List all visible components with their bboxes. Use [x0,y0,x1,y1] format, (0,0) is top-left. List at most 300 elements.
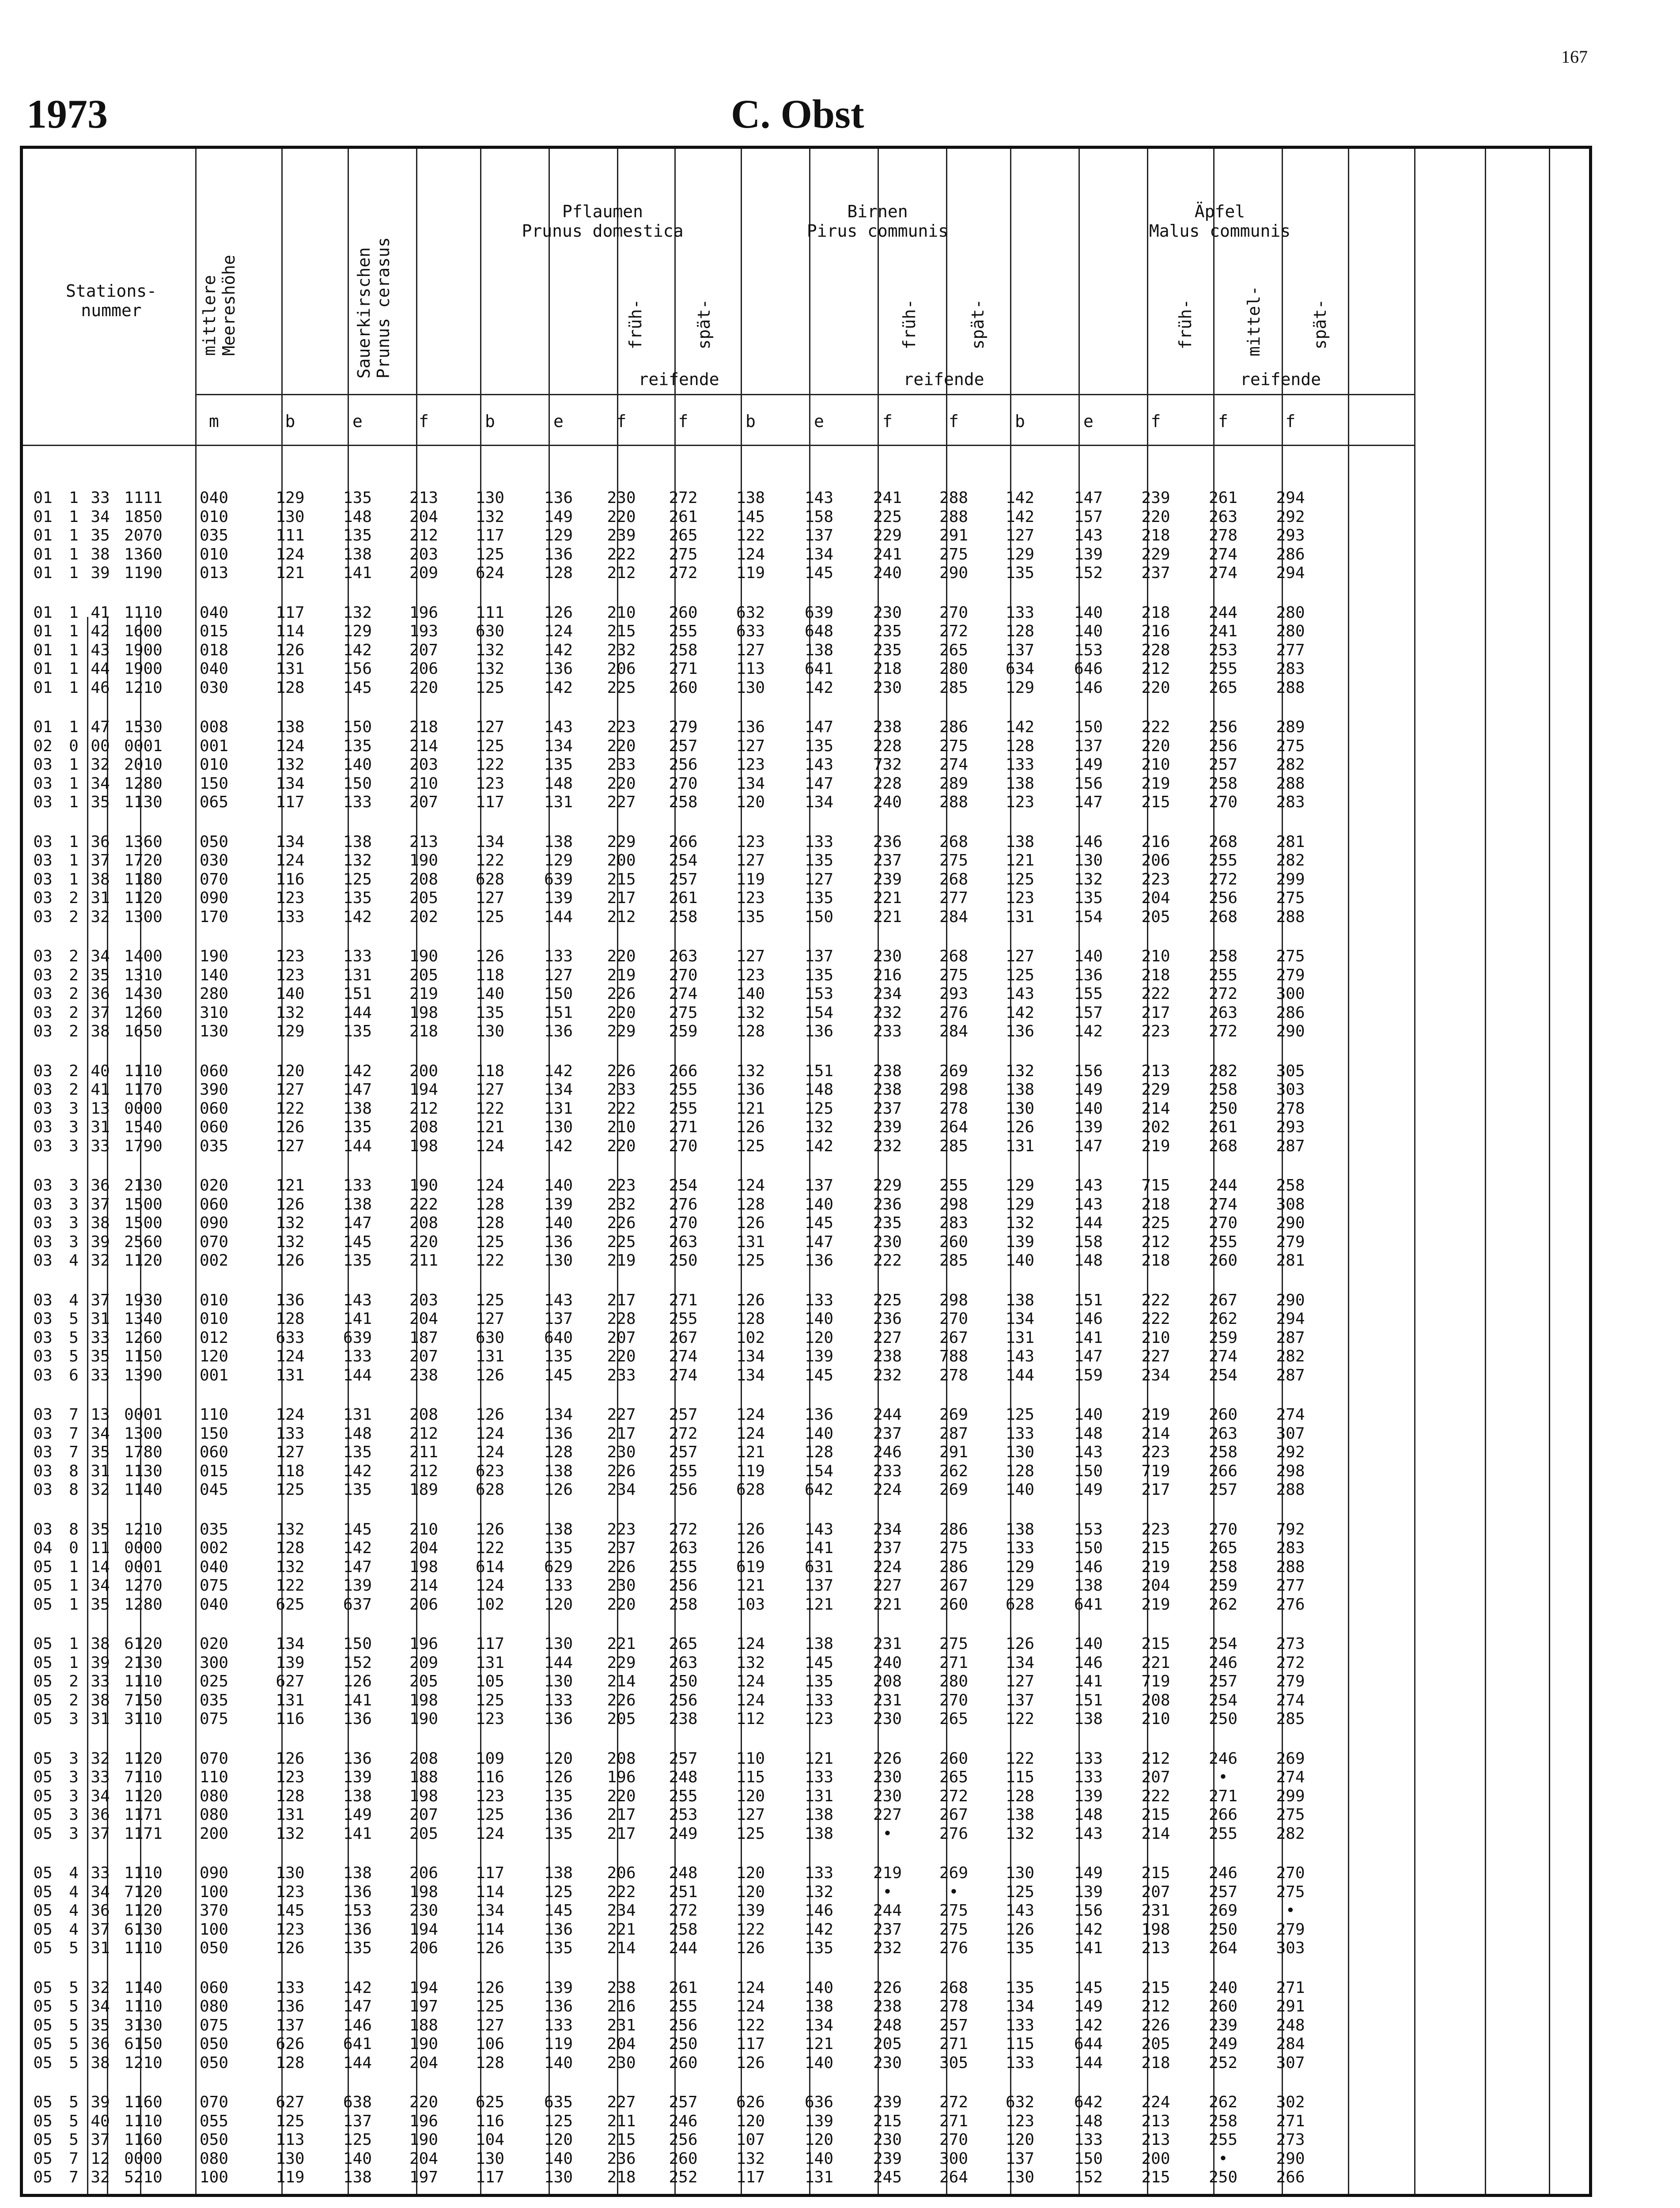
table-cell: 614 [475,1558,505,1576]
table-cell: 123 [475,774,505,793]
table-cell: 05 [33,1653,53,1672]
table-cell: 142 [804,678,834,697]
table-cell: 126 [736,1291,765,1309]
table-cell: 630 [475,1328,505,1347]
unit-label: b [1015,412,1025,431]
table-cell: 0 [69,737,79,755]
table-cell: 1171 [124,1806,163,1824]
table-cell: 215 [1141,1978,1170,1997]
table-cell: 32 [91,756,110,774]
table-cell: 05 [33,1920,53,1939]
table-cell: 1600 [124,622,163,640]
table-cell: 05 [33,1672,53,1690]
table-cell: 290 [1276,1291,1305,1309]
table-cell: 138 [804,641,834,659]
table-cell: 143 [804,489,834,507]
table-cell: 133 [276,907,305,926]
table-cell: 286 [1276,1003,1305,1022]
table-cell: 117 [276,793,305,811]
table-cell: 2 [69,985,79,1003]
table-cell: 3 [69,1137,79,1155]
table-cell: 138 [276,718,305,736]
table-cell: 03 [33,756,53,774]
table-cell: 13 [91,1099,110,1118]
table-cell: 238 [873,1347,902,1365]
table-cell: 128 [276,1310,305,1328]
table-cell: 146 [343,2016,372,2034]
table-cell: 263 [669,1653,698,1672]
table-cell: 38 [91,1635,110,1653]
table-cell: 132 [1005,1214,1035,1232]
table-cell: 103 [736,1595,765,1614]
table-cell: 228 [873,737,902,755]
table-cell: 03 [33,1062,53,1080]
table-cell: 0 [69,1539,79,1557]
table-cell: 115 [736,1768,765,1786]
table-row [23,1100,1324,1119]
table-cell: 123 [736,832,765,851]
table-cell: 135 [343,1939,372,1957]
table-cell: 1260 [124,1003,163,1022]
table-cell: 6150 [124,2035,163,2053]
table-cell: 128 [475,2053,505,2072]
table-cell: 139 [1074,1787,1103,1805]
table-cell: 217 [607,1806,636,1824]
table-cell: 198 [1141,1920,1170,1939]
table-cell: 139 [804,1347,834,1365]
table-cell: 070 [199,2093,229,2111]
table-cell: 234 [873,1520,902,1539]
table-cell: 1 [69,489,79,507]
table-cell: 31 [91,1462,110,1480]
table-cell: 020 [199,1176,229,1195]
table-cell: 131 [276,1691,305,1709]
table-cell: 126 [1005,1920,1035,1939]
table-cell: 214 [409,737,439,755]
table-cell: 283 [1276,660,1305,678]
table-cell: 241 [873,545,902,563]
table-cell: 1500 [124,1214,163,1232]
table-cell: 030 [199,851,229,870]
apple-late-label: spät- [1310,299,1330,350]
table-cell: 261 [1208,489,1238,507]
table-cell: 261 [669,1978,698,1997]
table-row [23,1176,1324,1195]
table-cell: 140 [1074,1406,1103,1424]
table-cell: 133 [276,1978,305,1997]
table-cell: 11 [91,1539,110,1557]
table-cell: 218 [1141,966,1170,984]
table-cell: 254 [669,1176,698,1195]
table-cell: 204 [409,2149,439,2168]
table-row [23,737,1324,756]
table-cell: 132 [343,603,372,622]
table-cell: 132 [1074,870,1103,888]
table-cell: 138 [804,1824,834,1843]
table-cell: 124 [475,1824,505,1843]
table-cell: 142 [343,1462,372,1480]
table-cell: 05 [33,2053,53,2072]
table-cell: 271 [1276,1978,1305,1997]
table-cell: 1650 [124,1022,163,1040]
table-cell: 220 [1141,507,1170,526]
table-cell: 120 [1005,2131,1035,2149]
table-cell: 275 [1276,737,1305,755]
table-cell: 2 [69,1691,79,1709]
table-row [23,1768,1324,1787]
table-cell: 293 [1276,526,1305,544]
unit-label: f [882,412,893,431]
table-row [23,1787,1324,1806]
table-cell: 284 [1276,2035,1305,2053]
table-cell: 131 [475,1653,505,1672]
table-cell: 03 [33,907,53,926]
table-cell: 035 [199,1691,229,1709]
table-cell: 125 [343,2131,372,2149]
table-cell: 263 [669,1233,698,1251]
table-cell: 144 [1074,2053,1103,2072]
table-cell: 263 [669,947,698,965]
table-cell: 002 [199,1539,229,1557]
unit-label: f [1285,412,1296,431]
table-cell: 130 [1005,1099,1035,1118]
table-cell: 6120 [124,1635,163,1653]
table-cell: 285 [939,1137,969,1155]
table-cell: 080 [199,1806,229,1824]
table-cell: 255 [669,1310,698,1328]
table-cell: 6 [69,1366,79,1384]
table-cell: 253 [1208,641,1238,659]
table-cell: 642 [804,1481,834,1499]
row-group [23,1864,1324,1958]
table-cell: 124 [736,1406,765,1424]
table-cell: 115 [1005,2035,1035,2053]
table-cell: 254 [669,851,698,870]
table-cell: 134 [276,774,305,793]
table-cell: 237 [607,1539,636,1557]
table-cell: 228 [607,1310,636,1328]
table-cell: 39 [91,1653,110,1672]
table-cell: 120 [276,1062,305,1080]
table-cell: 270 [939,1310,969,1328]
table-cell: 134 [736,1347,765,1365]
table-cell: 1 [69,756,79,774]
table-cell: 218 [409,1022,439,1040]
table-cell: 260 [669,678,698,697]
table-cell: 212 [607,564,636,582]
table-cell: 05 [33,1806,53,1824]
table-cell: 272 [669,564,698,582]
table-cell: 135 [1074,889,1103,907]
table-cell: 230 [873,678,902,697]
table-cell: 142 [804,1920,834,1939]
table-cell: 193 [409,622,439,640]
table-cell: 212 [409,526,439,544]
table-cell: 34 [91,1883,110,1901]
table-cell: 239 [873,1118,902,1136]
table-cell: 03 [33,1214,53,1232]
table-cell: 248 [669,1768,698,1786]
table-cell: 128 [804,1443,834,1461]
table-cell: 258 [669,1595,698,1614]
table-cell: 270 [669,1214,698,1232]
table-row [23,1062,1324,1081]
table-cell: 239 [873,870,902,888]
table-cell: 153 [1074,641,1103,659]
table-cell: 4 [69,1291,79,1309]
table-cell: 135 [736,907,765,926]
table-cell: 150 [343,718,372,736]
table-cell: 008 [199,718,229,736]
apple-mid-label: mittel- [1244,286,1264,357]
table-cell: 143 [544,718,573,736]
table-cell: 232 [873,1137,902,1155]
table-row [23,775,1324,794]
table-cell: 639 [804,603,834,622]
table-cell: 134 [804,545,834,563]
table-cell: 264 [939,2168,969,2186]
table-cell: 147 [343,1081,372,1099]
table-cell: 277 [1276,641,1305,659]
table-row [23,1635,1324,1654]
table-cell: 262 [1208,1310,1238,1328]
table-cell: 020 [199,1635,229,1653]
table-cell: 237 [873,851,902,870]
table-cell: 132 [475,660,505,678]
table-cell: 135 [343,1022,372,1040]
table-cell: 230 [873,947,902,965]
table-cell: 254 [1208,1691,1238,1709]
table-cell: 214 [1141,1824,1170,1843]
table-cell: 123 [1005,793,1035,811]
table-cell: 3130 [124,2016,163,2034]
table-cell: 140 [475,985,505,1003]
table-cell: 252 [669,2168,698,2186]
table-cell: 124 [475,1176,505,1195]
table-cell: 270 [1208,793,1238,811]
table-cell: 144 [343,1366,372,1384]
table-cell: 230 [607,1577,636,1595]
table-cell: 217 [1141,1003,1170,1022]
table-cell: 223 [1141,1520,1170,1539]
table-cell: 1340 [124,1310,163,1328]
table-cell: 271 [939,2112,969,2130]
table-cell: 255 [1208,851,1238,870]
table-cell: 133 [804,832,834,851]
table-row [23,1539,1324,1558]
table-cell: 0001 [124,737,163,755]
table-cell: 258 [669,793,698,811]
table-cell: 138 [804,1806,834,1824]
table-cell: 03 [33,774,53,793]
table-cell: 127 [1005,526,1035,544]
table-cell: 219 [1141,1406,1170,1424]
table-cell: 122 [276,1099,305,1118]
table-cell: 124 [736,1176,765,1195]
table-cell: 0001 [124,1558,163,1576]
table-cell: 263 [1208,507,1238,526]
table-cell: 138 [804,1997,834,2015]
table-cell: 255 [1208,1824,1238,1843]
table-cell: 127 [736,947,765,965]
table-cell: 292 [1276,507,1305,526]
table-cell: 230 [409,1902,439,1920]
table-cell: 001 [199,737,229,755]
table-cell: 250 [669,1672,698,1690]
table-cell: 145 [804,1366,834,1384]
table-cell: 124 [276,737,305,755]
table-cell: 238 [873,1081,902,1099]
row-group [23,1062,1324,1156]
table-cell: 274 [1208,564,1238,582]
pear-early-label: früh- [900,299,919,350]
table-cell: 148 [804,1081,834,1099]
table-cell: 269 [939,1062,969,1080]
table-cell: 190 [409,1176,439,1195]
table-cell: 149 [544,507,573,526]
unit-label: f [1218,412,1228,431]
table-cell: 117 [475,526,505,544]
table-cell: 7 [69,2149,79,2168]
table-cell: 040 [199,603,229,622]
table-cell: 140 [1074,603,1103,622]
table-cell: 138 [1005,1081,1035,1099]
table-cell: 138 [343,1864,372,1882]
table-cell: 270 [669,966,698,984]
table-cell: 47 [91,718,110,736]
table-cell: 122 [475,851,505,870]
table-cell: 232 [873,1939,902,1957]
table-cell: 271 [939,1653,969,1672]
table-cell: 127 [475,889,505,907]
table-cell: 34 [91,1577,110,1595]
table-cell: 136 [343,1920,372,1939]
row-group [23,604,1324,698]
table-cell: 129 [1005,1577,1035,1595]
table-cell: 275 [939,1539,969,1557]
table-cell: 258 [669,641,698,659]
unit-label: e [352,412,363,431]
table-cell: 03 [33,1233,53,1251]
table-cell: 255 [669,1099,698,1118]
table-cell: 03 [33,1366,53,1384]
table-cell: 138 [736,489,765,507]
table-cell: 050 [199,832,229,851]
table-cell: 143 [1005,1902,1035,1920]
table-cell: 208 [409,870,439,888]
table-cell: 227 [873,1806,902,1824]
table-cell: 010 [199,545,229,563]
table-cell: 231 [1141,1902,1170,1920]
table-cell: 0000 [124,1099,163,1118]
table-cell: 125 [475,1806,505,1824]
table-cell: 278 [939,1997,969,2015]
table-cell: 640 [544,1328,573,1347]
table-cell: 153 [804,985,834,1003]
table-cell: 250 [1208,1710,1238,1728]
table-cell: 627 [276,2093,305,2111]
table-cell: 33 [91,1328,110,1347]
table-cell: 32 [91,1978,110,1997]
table-cell: 35 [91,1347,110,1365]
table-cell: 133 [544,2016,573,2034]
table-row [23,985,1324,1004]
table-cell: 147 [804,1233,834,1251]
table-cell: 275 [669,545,698,563]
table-cell: 132 [276,1520,305,1539]
table-cell: 35 [91,966,110,984]
table-cell: 114 [276,622,305,640]
table-cell: 127 [736,641,765,659]
table-cell: 100 [199,1883,229,1901]
table-cell: 01 [33,660,53,678]
table-cell: 1 [69,526,79,544]
table-cell: 127 [276,1081,305,1099]
table-cell: 190 [409,2035,439,2053]
table-cell: 238 [873,1997,902,2015]
table-cell: 238 [607,1978,636,1997]
table-cell: 272 [669,1902,698,1920]
table-cell: 070 [199,1233,229,1251]
table-cell: 1140 [124,1481,163,1499]
table-cell: 147 [804,774,834,793]
table-cell: 229 [607,1653,636,1672]
table-cell: 271 [669,1291,698,1309]
table-cell: 255 [1208,660,1238,678]
table-cell: 132 [475,507,505,526]
table-cell: 275 [939,1902,969,1920]
table-cell: 123 [736,756,765,774]
table-row [23,1520,1324,1539]
row-group [23,1979,1324,2073]
table-cell: 114 [475,1920,505,1939]
table-cell: 1170 [124,1081,163,1099]
table-cell: 136 [804,1251,834,1270]
table-cell: 060 [199,1443,229,1461]
table-cell: 219 [1141,1595,1170,1614]
table-cell: 130 [276,2149,305,2168]
table-cell: 260 [939,1233,969,1251]
table-cell: 223 [607,1520,636,1539]
table-cell: 134 [1005,1997,1035,2015]
table-cell: 125 [1005,1406,1035,1424]
table-cell: 129 [1005,545,1035,563]
table-cell: 282 [1276,756,1305,774]
table-cell: 130 [475,489,505,507]
table-cell: 204 [409,1539,439,1557]
table-cell: 265 [669,1635,698,1653]
table-cell: 01 [33,489,53,507]
table-row [23,1004,1324,1023]
table-cell: 194 [409,1978,439,1997]
table-cell: 291 [939,1443,969,1461]
table-cell: 123 [475,1787,505,1805]
table-cell: 288 [1276,774,1305,793]
table-cell: 214 [1141,1099,1170,1118]
table-cell: 34 [91,1787,110,1805]
table-cell: 3 [69,1787,79,1805]
table-row [23,1883,1324,1902]
table-cell: 202 [1141,1118,1170,1136]
table-cell: 126 [1005,1118,1035,1136]
table-cell: 1140 [124,1978,163,1997]
table-cell: 277 [1276,1577,1305,1595]
table-cell: 35 [91,793,110,811]
table-cell: 260 [1208,1251,1238,1270]
table-cell: 255 [669,1462,698,1480]
table-cell: 05 [33,1635,53,1653]
table-cell: 285 [939,1251,969,1270]
